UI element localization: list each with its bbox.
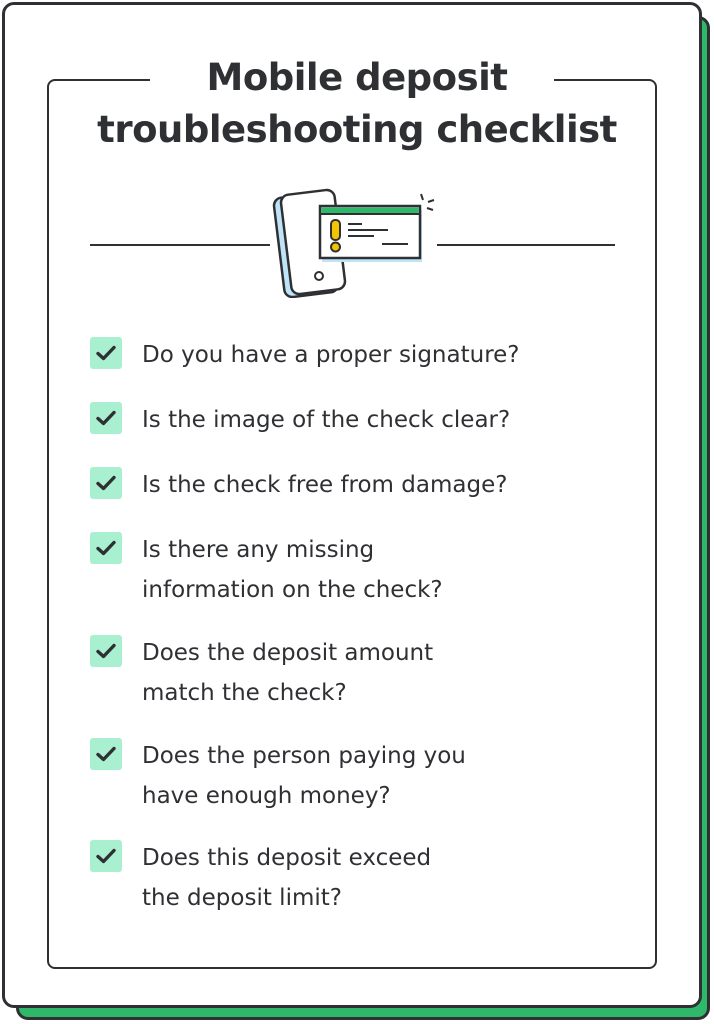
checkbox-checked-icon[interactable] (90, 402, 122, 434)
checkmark-icon (96, 410, 116, 426)
checklist-item-text (142, 400, 642, 440)
page-title (40, 52, 674, 156)
checkmark-icon (96, 643, 116, 659)
checklist-item-line: the deposit limit? (142, 885, 342, 911)
checklist-item-line: Do you have a proper signature? (142, 342, 520, 368)
mobile-check-deposit-warning-icon (270, 186, 440, 298)
checklist-item-line: have enough money? (142, 783, 391, 809)
checkmark-icon (96, 746, 116, 762)
checklist-item-line: Does the deposit amount (142, 640, 434, 666)
warning-icon (331, 220, 340, 240)
title-line-1: Mobile deposit (206, 56, 508, 99)
checkmark-icon (96, 540, 116, 556)
checklist-item-text (142, 633, 642, 713)
divider-left (90, 244, 270, 246)
checklist-item-line: Is there any missing (142, 537, 375, 563)
checklist-item-text (142, 736, 642, 816)
checkbox-checked-icon[interactable] (90, 840, 122, 872)
checklist-item-line: Is the check free from damage? (142, 472, 508, 498)
checkbox-checked-icon[interactable] (90, 635, 122, 667)
checklist-item-line: Is the image of the check clear? (142, 407, 511, 433)
checklist-item-line: Does the person paying you (142, 743, 466, 769)
checklist-item-text (142, 465, 642, 505)
checkbox-checked-icon[interactable] (90, 337, 122, 369)
phone-home-button-icon (315, 272, 323, 280)
checklist-item-line: match the check? (142, 680, 347, 706)
divider-right (437, 244, 615, 246)
checklist-item-text (142, 335, 642, 375)
checkbox-checked-icon[interactable] (90, 738, 122, 770)
checkbox-checked-icon[interactable] (90, 467, 122, 499)
checklist-item-text (142, 530, 642, 610)
checklist-item-line: Does this deposit exceed (142, 845, 432, 871)
checklist-item-line: information on the check? (142, 577, 443, 603)
title-line-2: troubleshooting checklist (97, 108, 617, 151)
checkmark-icon (96, 848, 116, 864)
checkmark-icon (96, 345, 116, 361)
checkmark-icon (96, 475, 116, 491)
checklist-item-text (142, 838, 642, 918)
checkbox-checked-icon[interactable] (90, 532, 122, 564)
